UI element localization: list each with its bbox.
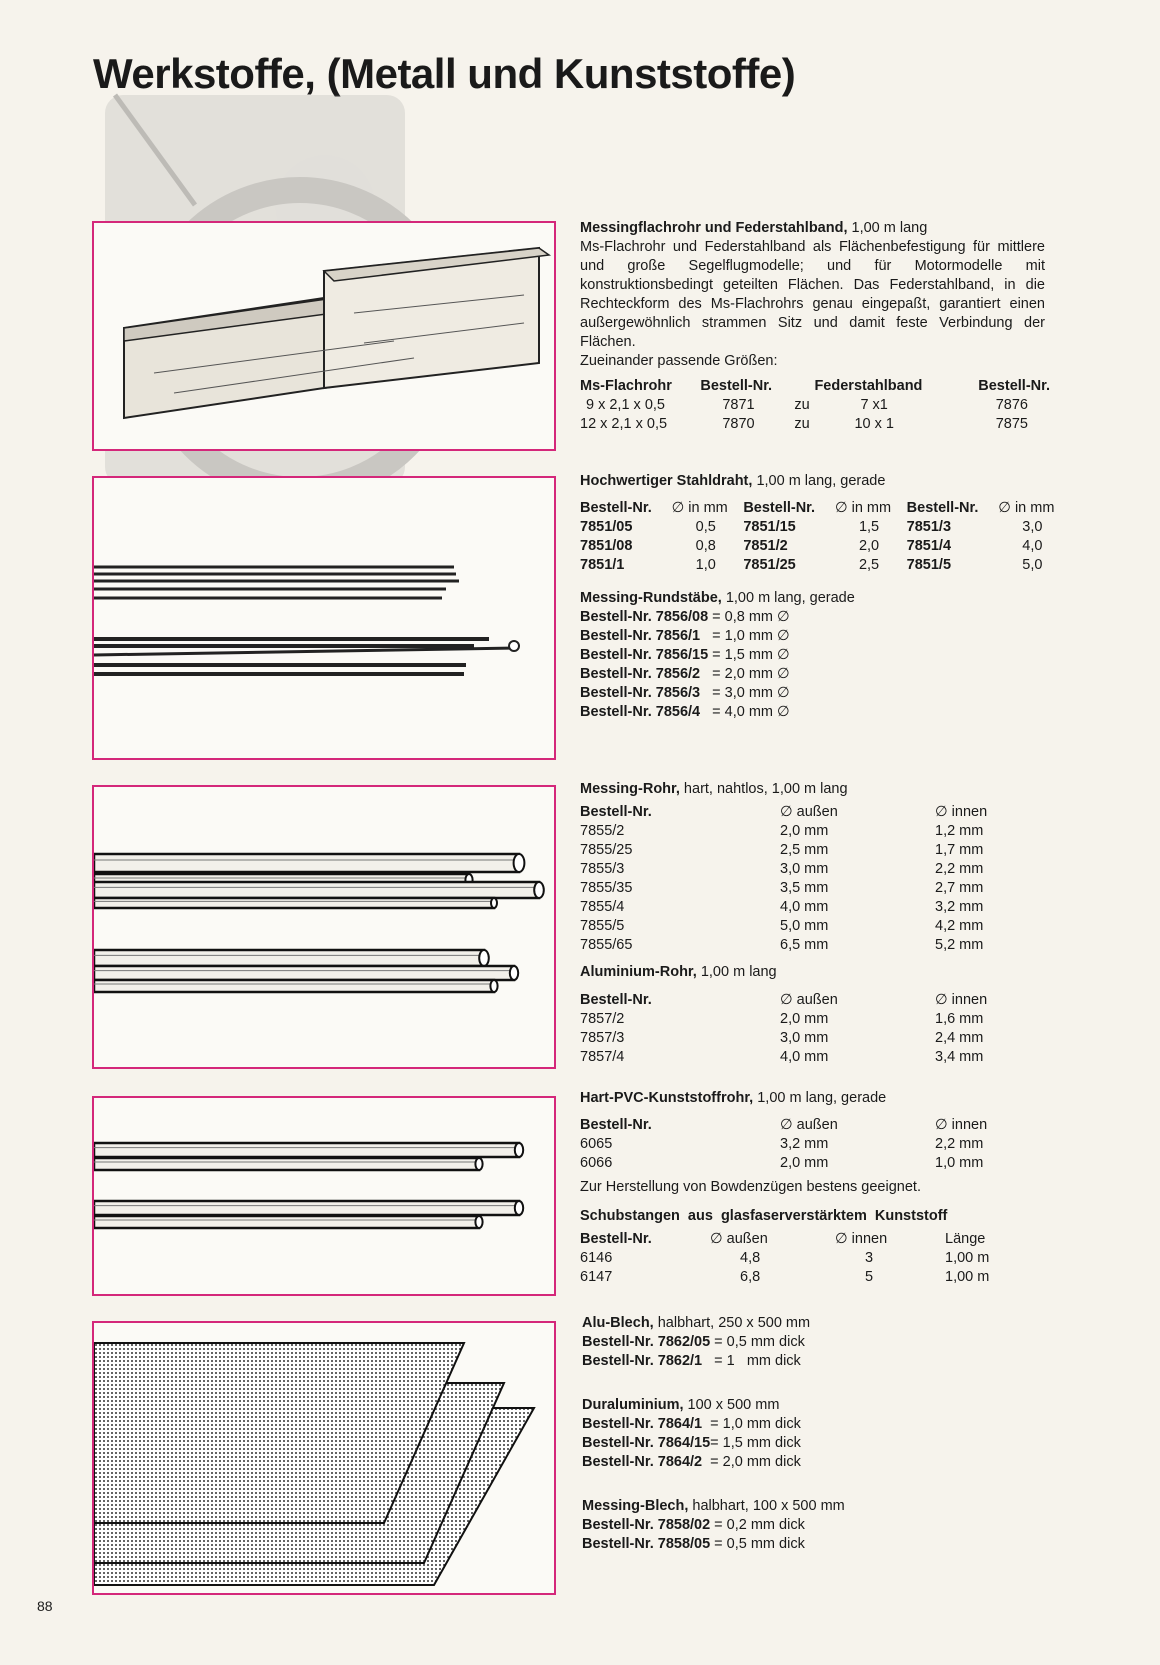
table-cell: 2,0 mm [780, 823, 829, 839]
table-cell: 10 x 1 [854, 416, 894, 432]
table-cell: 3 [865, 1250, 874, 1266]
table-cell: 4,0 mm [780, 1049, 829, 1065]
section6-heading-rest: 1,00 m lang, gerade [753, 1090, 887, 1106]
section4-heading-rest: hart, nahtlos, 1,00 m lang [679, 781, 848, 797]
table-schubstangen [580, 1230, 989, 1287]
column-header: Bestell-Nr. [580, 992, 652, 1008]
table-cell: 7870 [722, 416, 755, 432]
section5-heading: Aluminium-Rohr, [580, 964, 697, 980]
table-cell: 2,5 mm [780, 842, 829, 858]
table-row [580, 1048, 987, 1067]
column-header: Bestell-Nr. [580, 1231, 652, 1247]
table-cell: 7851/5 [906, 557, 952, 573]
table-cell: 7851/4 [906, 538, 952, 554]
item-number: Bestell-Nr. 7864/15 [582, 1435, 711, 1451]
table-cell: 4,0 [1022, 538, 1043, 554]
item-value: = 3,0 mm ∅ [712, 685, 790, 701]
table-cell: 3,0 mm [780, 861, 829, 877]
image-messingrohr [92, 785, 556, 1069]
section10-heading-rest: halbhart, 100 x 500 mm [688, 1498, 845, 1514]
table-cell: 7851/1 [580, 557, 625, 573]
column-header: Bestell-Nr. [580, 1117, 652, 1133]
table-aluminiumrohr [580, 991, 987, 1067]
table-cell: 3,0 mm [780, 1030, 829, 1046]
column-header: ∅ außen [710, 1231, 768, 1247]
section6-note: Zur Herstellung von Bowdenzügen bestens geeignet. [580, 1179, 921, 1195]
tube-drawing [94, 1158, 483, 1170]
table-row [580, 822, 987, 841]
table-cell: 4,8 [740, 1250, 761, 1266]
list-item [580, 684, 790, 703]
table-cell: 3,5 mm [780, 880, 829, 896]
column-header: Bestell-Nr. [906, 500, 979, 516]
tube-drawing [94, 980, 498, 992]
tube-drawing [94, 1216, 483, 1228]
table-cell: 7857/4 [580, 1049, 625, 1065]
table-cell: 7855/35 [580, 880, 633, 896]
table-cell: 3,4 mm [935, 1049, 984, 1065]
section9-heading-rest: 100 x 500 mm [683, 1397, 780, 1413]
section2-heading: Hochwertiger Stahldraht, [580, 473, 753, 489]
table-cell: 1,2 mm [935, 823, 984, 839]
column-header: Länge [945, 1231, 986, 1247]
column-header: Bestell-Nr. [580, 500, 652, 516]
item-value: = 0,5 mm dick [714, 1536, 805, 1552]
table-pvc [580, 1116, 987, 1173]
table-cell: 7851/2 [743, 538, 788, 554]
section1-heading-rest: 1,00 m lang [847, 220, 928, 236]
table-cell: zu [794, 416, 810, 432]
section1-subheading: Zueinander passende Größen: [580, 353, 778, 369]
table-cell: 3,2 mm [780, 1136, 829, 1152]
table-cell: 2,0 mm [780, 1011, 829, 1027]
table-cell: 1,5 [858, 519, 880, 535]
section9-heading: Duraluminium, [582, 1397, 684, 1413]
table-cell: 7 x1 [860, 397, 888, 413]
list-duraluminium [582, 1415, 801, 1472]
item-value: = 0,5 mm dick [714, 1334, 805, 1350]
table-row [580, 1268, 989, 1287]
table-cell: 3,2 mm [935, 899, 984, 915]
item-number: Bestell-Nr. 7858/02 [582, 1517, 711, 1533]
table-cell: zu [794, 397, 810, 413]
table-cell: 1,7 mm [935, 842, 984, 858]
list-item [580, 703, 790, 722]
item-number: Bestell-Nr. 7864/2 [582, 1454, 703, 1470]
table-row [580, 537, 1070, 556]
section-stahldraht-heading [580, 472, 885, 491]
table-cell: 6065 [580, 1136, 613, 1152]
item-number: Bestell-Nr. 7862/05 [582, 1334, 711, 1350]
section8-heading: Alu-Blech, [582, 1315, 654, 1331]
tube-drawing [94, 854, 524, 872]
table-cell: 12 x 2,1 x 0,5 [580, 416, 668, 432]
table-cell: 5,2 mm [935, 937, 984, 953]
table-cell: 7851/15 [743, 519, 796, 535]
table-row [580, 879, 987, 898]
item-value: = 1,5 mm dick [710, 1435, 801, 1451]
table-cell: 2,0 [858, 538, 880, 554]
table-cell: 6146 [580, 1250, 613, 1266]
column-header: ∅ innen [935, 804, 988, 820]
table-cell: 5,0 mm [780, 918, 829, 934]
table-cell: 7855/25 [580, 842, 633, 858]
table-cell: 7857/2 [580, 1011, 625, 1027]
section3-heading: Messing-Rundstäbe, [580, 590, 722, 606]
table-messingrohr [580, 803, 987, 955]
table-cell: 5 [865, 1269, 874, 1285]
table-cell: 5,0 [1022, 557, 1043, 573]
section6-heading: Hart-PVC-Kunststoffrohr, [580, 1090, 754, 1106]
table-stahldraht [580, 499, 1070, 575]
list-item [582, 1415, 801, 1434]
table-row [580, 518, 1070, 537]
column-header: ∅ außen [780, 1117, 838, 1133]
list-item [582, 1434, 801, 1453]
page-number: 88 [37, 1598, 53, 1614]
table-cell: 2,0 mm [780, 1155, 829, 1171]
section-alublech [582, 1314, 810, 1371]
table-cell: 1,0 [695, 557, 716, 573]
table-cell: 7855/5 [580, 918, 625, 934]
tube-drawing [94, 950, 489, 966]
table-row [580, 936, 987, 955]
table-cell: 7855/65 [580, 937, 633, 953]
table-flachrohr [580, 377, 1050, 434]
table-cell: 2,2 mm [935, 861, 984, 877]
table-cell: 6066 [580, 1155, 613, 1171]
tube-drawing [94, 966, 518, 980]
table-cell: 7851/25 [743, 557, 796, 573]
list-alublech [582, 1333, 805, 1371]
item-number: Bestell-Nr. 7856/08 [580, 609, 709, 625]
list-messingblech [582, 1516, 805, 1554]
table-cell: 2,7 mm [935, 880, 984, 896]
table-row [580, 860, 987, 879]
section1-description: Ms-Flachrohr und Federstahlband als Flächenbefestigung für mittlere und große Segelflugmodelle; und für Motormodelle mit konstruktionsbedingt geteilten Flächen. Das Federstahlband, in die Rechteckform des Ms-Flachrohrs genau eingepaßt, garantiert einen außergewöhnlich strammen Sitz und damit feste Verbindung der Flächen. [580, 239, 1045, 350]
table-row [580, 1154, 987, 1173]
item-value: = 0,2 mm dick [714, 1517, 805, 1533]
section-messingblech [582, 1497, 845, 1554]
table-row [580, 396, 1050, 415]
list-item [582, 1333, 805, 1352]
table-cell: 3,0 [1022, 519, 1043, 535]
tube-drawing [94, 882, 544, 898]
tube-drawing [94, 898, 497, 908]
list-item [580, 665, 790, 684]
table-cell: 7855/3 [580, 861, 625, 877]
table-cell: 7857/3 [580, 1030, 625, 1046]
table-cell: 7851/3 [906, 519, 952, 535]
table-cell: 7871 [722, 397, 755, 413]
table-row [580, 415, 1050, 434]
section-pvc-heading [580, 1089, 886, 1108]
item-value: = 1,0 mm dick [710, 1416, 801, 1432]
item-value: = 4,0 mm ∅ [712, 704, 790, 720]
table-cell: 2,2 mm [935, 1136, 984, 1152]
table-cell: 6147 [580, 1269, 613, 1285]
item-value: = 0,8 mm ∅ [712, 609, 790, 625]
column-header: ∅ in mm [998, 500, 1055, 516]
column-header: Bestell-Nr. [743, 500, 816, 516]
item-number: Bestell-Nr. 7856/2 [580, 666, 701, 682]
table-cell: 7851/08 [580, 538, 633, 554]
tube-drawing [94, 1201, 523, 1215]
item-value: = 1,5 mm ∅ [712, 647, 790, 663]
section-flachrohr [580, 219, 1045, 371]
image-flachrohr [92, 221, 556, 451]
table-cell: 0,5 [695, 519, 716, 535]
column-header: Bestell-Nr. [700, 378, 773, 394]
section-aluminiumrohr-heading [580, 963, 777, 982]
table-cell: 7875 [995, 416, 1028, 432]
table-cell: 6,5 mm [780, 937, 829, 953]
list-item [582, 1535, 805, 1554]
column-header: ∅ außen [780, 804, 838, 820]
section5-heading-rest: 1,00 m lang [696, 964, 777, 980]
table-cell: 4,0 mm [780, 899, 829, 915]
column-header: ∅ innen [935, 1117, 988, 1133]
tube-drawing [94, 1143, 523, 1157]
table-cell: 1,00 m [945, 1250, 990, 1266]
table-cell: 9 x 2,1 x 0,5 [586, 397, 665, 413]
image-pvc-rohr [92, 1096, 556, 1296]
page-title: Werkstoffe, (Metall und Kunststoffe) [93, 50, 796, 97]
table-row [580, 556, 1070, 575]
table-cell: 1,00 m [945, 1269, 990, 1285]
table-row [580, 898, 987, 917]
table-row [580, 1249, 989, 1268]
table-cell: 1,0 mm [935, 1155, 984, 1171]
item-value: = 2,0 mm dick [710, 1454, 801, 1470]
list-item [582, 1453, 801, 1472]
list-rundstaebe [580, 608, 790, 722]
table-cell: 7851/05 [580, 519, 633, 535]
section4-heading: Messing-Rohr, [580, 781, 680, 797]
list-item [580, 627, 790, 646]
table-row [580, 917, 987, 936]
list-item [582, 1352, 805, 1371]
section1-heading: Messingflachrohr und Federstahlband, [580, 220, 848, 236]
column-header: ∅ in mm [671, 500, 728, 516]
section8-heading-rest: halbhart, 250 x 500 mm [653, 1315, 811, 1331]
list-item [580, 646, 790, 665]
item-number: Bestell-Nr. 7856/4 [580, 704, 701, 720]
column-header: Ms-Flachrohr [580, 378, 672, 394]
section-rundstaebe [580, 589, 855, 722]
table-cell: 2,4 mm [935, 1030, 984, 1046]
table-cell: 7876 [995, 397, 1028, 413]
item-number: Bestell-Nr. 7858/05 [582, 1536, 711, 1552]
table-row [580, 1029, 987, 1048]
table-cell: 6,8 [740, 1269, 761, 1285]
image-stahldraht [92, 476, 556, 760]
item-number: Bestell-Nr. 7856/3 [580, 685, 701, 701]
item-value: = 1,0 mm ∅ [712, 628, 790, 644]
table-cell: 0,8 [695, 538, 716, 554]
image-bleche [92, 1321, 556, 1595]
column-header: ∅ in mm [834, 500, 892, 516]
item-number: Bestell-Nr. 7856/1 [580, 628, 701, 644]
column-header: Bestell-Nr. [580, 804, 652, 820]
column-header: Federstahlband [814, 378, 923, 394]
list-item [580, 608, 790, 627]
column-header: Bestell-Nr. [978, 378, 1050, 394]
table-cell: 2,5 [858, 557, 880, 573]
item-number: Bestell-Nr. 7864/1 [582, 1416, 703, 1432]
section-duraluminium [582, 1396, 801, 1472]
item-number: Bestell-Nr. 7856/15 [580, 647, 709, 663]
section-messingrohr-heading [580, 780, 848, 799]
item-number: Bestell-Nr. 7862/1 [582, 1353, 703, 1369]
table-row [580, 1010, 987, 1029]
table-row [580, 841, 987, 860]
table-cell: 4,2 mm [935, 918, 984, 934]
list-item [582, 1516, 805, 1535]
table-cell: 1,6 mm [935, 1011, 984, 1027]
table-cell: 7855/4 [580, 899, 625, 915]
section2-heading-rest: 1,00 m lang, gerade [752, 473, 886, 489]
table-row [580, 1135, 987, 1154]
section10-heading: Messing-Blech, [582, 1498, 689, 1514]
item-value: = 1 mm dick [714, 1353, 801, 1369]
section7-heading: Schubstangen aus glasfaserverstärktem Kunststoff [580, 1208, 948, 1224]
column-header [794, 377, 814, 396]
column-header: ∅ außen [780, 992, 838, 1008]
item-value: = 2,0 mm ∅ [712, 666, 790, 682]
section3-heading-rest: 1,00 m lang, gerade [721, 590, 855, 606]
table-cell: 7855/2 [580, 823, 625, 839]
column-header: ∅ innen [935, 992, 988, 1008]
column-header: ∅ innen [835, 1231, 888, 1247]
